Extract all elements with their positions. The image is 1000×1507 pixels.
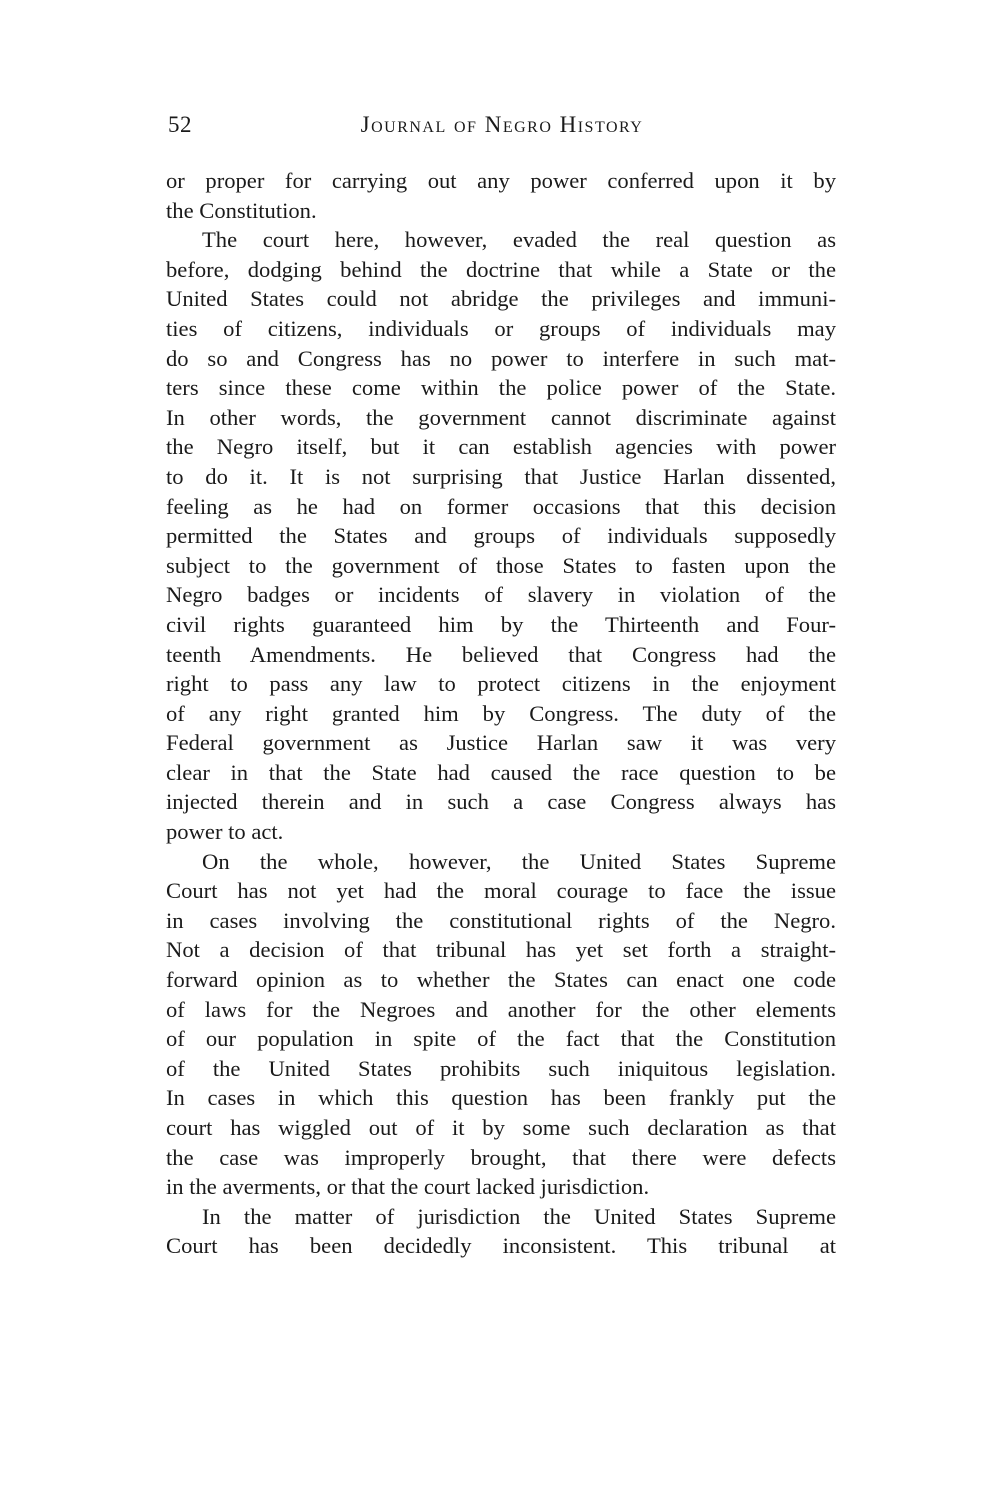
- text-line: The court here, however, evaded the real question as: [202, 227, 836, 253]
- paragraph: [166, 847, 836, 1202]
- text-line: United States could not abridge the privileges and immuni-: [166, 286, 836, 312]
- text-line: teenth Amendments. He believed that Congress had the: [166, 641, 836, 667]
- text-line: of any right granted him by Congress. The duty of the: [166, 700, 836, 726]
- text-line: feeling as he had on former occasions that this decision: [166, 493, 836, 519]
- text-line: to do it. It is not surprising that Justice Harlan dissented,: [166, 463, 836, 489]
- text-line: court has wiggled out of it by some such declaration as that: [166, 1115, 836, 1140]
- paragraph: [166, 225, 836, 846]
- text-line: On the whole, however, the United States Supreme: [202, 848, 836, 874]
- text-line: of our population in spite of the fact that the Constitution: [166, 1026, 836, 1052]
- text-line: injected therein and in such a case Congress always has: [166, 789, 836, 815]
- text-line: ties of citizens, individuals or groups of individuals may: [166, 315, 836, 341]
- text-line: in the averments, or that the court lacked jurisdiction.: [166, 1174, 650, 1200]
- text-line: do so and Congress has no power to interfere in such mat-: [166, 345, 836, 371]
- paragraph: [166, 1202, 836, 1261]
- text-line: the case was improperly brought, that there were defects: [166, 1144, 836, 1170]
- text-line: Not a decision of that tribunal has yet set forth a straight-: [166, 937, 836, 963]
- text-line: Negro badges or incidents of slavery in violation of the: [166, 582, 836, 608]
- text-line: or proper for carrying out any power conferred upon it by: [166, 168, 836, 193]
- text-line: ters since these come within the police power of the State.: [166, 375, 836, 401]
- running-head: [168, 112, 836, 152]
- text-line: clear in that the State had caused the race question to be: [166, 759, 836, 785]
- text-line: before, dodging behind the doctrine that while a State or the: [166, 256, 836, 282]
- text-line: of the United States prohibits such iniquitous legislation.: [166, 1055, 836, 1081]
- text-line: the Constitution.: [166, 197, 317, 223]
- paragraph: [166, 166, 836, 225]
- text-line: civil rights guaranteed him by the Thirteenth and Four-: [166, 611, 836, 637]
- text-line: Court has been decidedly inconsistent. This tribunal at: [166, 1233, 836, 1259]
- text-line: in cases involving the constitutional rights of the Negro.: [166, 907, 836, 933]
- page-number: 52: [168, 112, 192, 137]
- text-line: In the matter of jurisdiction the United States Supreme: [202, 1203, 836, 1229]
- text-line: permitted the States and groups of individuals supposedly: [166, 523, 836, 549]
- text-line: Federal government as Justice Harlan saw it was very: [166, 730, 836, 756]
- journal-title: Journal of Negro History: [360, 112, 644, 137]
- body-text: [166, 166, 836, 1261]
- text-line: In other words, the government cannot discriminate against: [166, 404, 836, 430]
- text-line: of laws for the Negroes and another for the other elements: [166, 996, 836, 1022]
- text-line: power to act.: [166, 819, 284, 845]
- text-line: right to pass any law to protect citizens in the enjoyment: [166, 671, 836, 697]
- text-line: subject to the government of those States to fasten upon the: [166, 552, 836, 578]
- text-line: Court has not yet had the moral courage to face the issue: [166, 878, 836, 904]
- text-line: forward opinion as to whether the States can enact one code: [166, 967, 836, 993]
- text-line: In cases in which this question has been frankly put the: [166, 1085, 836, 1111]
- text-line: the Negro itself, but it can establish agencies with power: [166, 434, 836, 460]
